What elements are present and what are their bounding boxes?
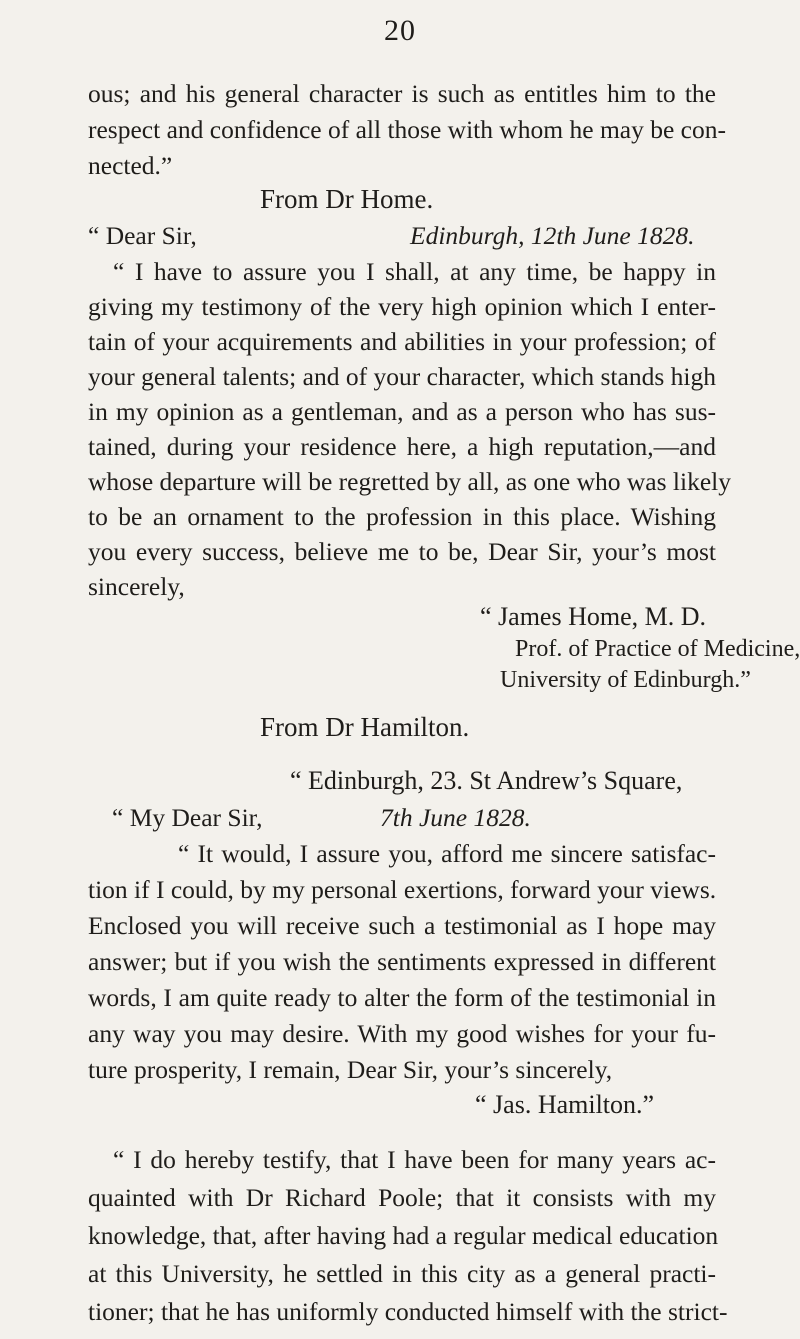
letter-home-body-line: in my opinion as a gentleman, and as a person who has sus- (88, 397, 716, 426)
letter-hamilton-body-line: ture prosperity, I remain, Dear Sir, your’s sincerely, (88, 1055, 613, 1084)
testimonial-line: at this University, he settled in this city as a general practi- (88, 1259, 716, 1288)
letter-hamilton-address: “ Edinburgh, 23. St Andrew’s Square, (290, 766, 683, 795)
letter-home-body-line: whose departure will be regretted by all, as one who was likely (88, 467, 731, 496)
letter-home-salutation: “ Dear Sir, (88, 221, 197, 250)
letter-home-body-line: to be an ornament to the profession in this place. Wishing (88, 502, 716, 531)
letter-home-body-line: “ I have to assure you I shall, at any time, be happy in (113, 257, 716, 286)
letter-hamilton-body-line: “ It would, I assure you, afford me sincere satisfac- (178, 839, 716, 868)
testimonial-line: knowledge, that, after having had a regular medical education (88, 1221, 719, 1250)
letter-hamilton-body-line: words, I am quite ready to alter the form of the testimonial in (88, 983, 716, 1012)
letter-home-body-line: tained, during your residence here, a high reputation,—and (88, 432, 716, 461)
letter-hamilton-signature: “ Jas. Hamilton.” (475, 1090, 655, 1119)
opening-line-1: ous; and his general character is such as entitles him to the (88, 79, 716, 108)
letter-home-body-line: your general talents; and of your character, which stands high (88, 362, 716, 391)
letter-hamilton-body-line: any way you may desire. With my good wishes for your fu- (88, 1019, 716, 1048)
testimonial-line: “ I do hereby testify, that I have been for many years ac- (113, 1145, 716, 1174)
testimonial-line: quainted with Dr Richard Poole; that it consists with my (88, 1183, 716, 1212)
letter-home-body-line: sincerely, (88, 572, 185, 601)
letter-hamilton-body-line: tion if I could, by my personal exertions, forward your views. (88, 875, 717, 904)
letter-home-signature: “ James Home, M. D. (480, 602, 707, 631)
letter-hamilton-body-line: Enclosed you will receive such a testimonial as I hope may (88, 911, 716, 940)
page-number: 20 (384, 14, 416, 47)
letter-home-heading: From Dr Home. (260, 184, 434, 214)
letter-home-place-date: Edinburgh, 12th June 1828. (410, 221, 695, 250)
letter-home-title-2: University of Edinburgh.” (500, 667, 751, 693)
letter-hamilton-salutation: “ My Dear Sir, (112, 803, 263, 832)
letter-home-body-line: giving my testimony of the very high opinion which I enter- (88, 292, 716, 321)
testimonial-line: tioner; that he has uniformly conducted himself with the strict- (88, 1297, 728, 1326)
letter-home-title-1: Prof. of Practice of Medicine, (515, 636, 800, 662)
opening-line-3: nected.” (88, 151, 173, 180)
opening-line-2: respect and confidence of all those with whom he may be con- (88, 115, 726, 144)
letter-hamilton-body-line: answer; but if you wish the sentiments expressed in different (88, 947, 716, 976)
letter-hamilton-date: 7th June 1828. (380, 803, 531, 832)
letter-home-body-line: you every success, believe me to be, Dear Sir, your’s most (88, 537, 716, 566)
letter-home-body-line: tain of your acquirements and abilities in your profession; of (88, 327, 716, 356)
letter-hamilton-heading: From Dr Hamilton. (260, 712, 470, 742)
